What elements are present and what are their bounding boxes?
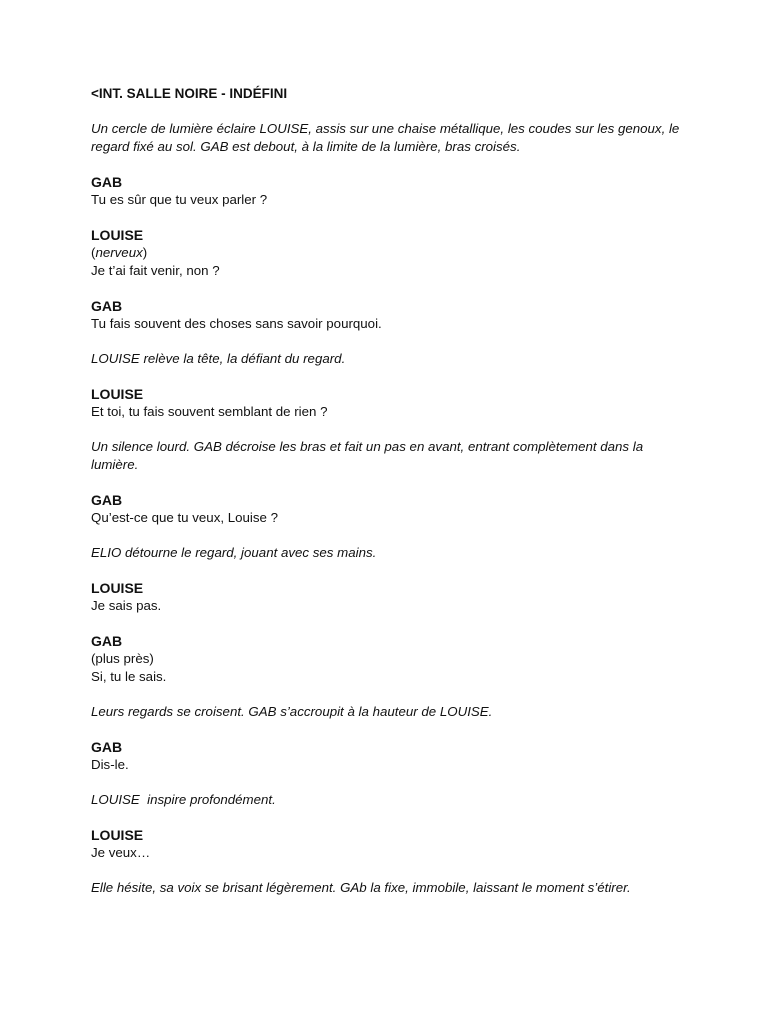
script-page xyxy=(91,85,691,914)
dialogue-line: Si, tu le sais. xyxy=(91,669,167,684)
character-name: LOUISE xyxy=(91,580,144,596)
dialogue-line: Et toi, tu fais souvent semblant de rien ? xyxy=(91,404,328,419)
character-name: LOUISE xyxy=(91,386,144,402)
character-name: LOUISE xyxy=(91,227,144,243)
character-name: GAB xyxy=(91,739,123,755)
dialogue-line: Je t’ai fait venir, non ? xyxy=(91,263,220,278)
character-name: GAB xyxy=(91,174,123,190)
character-name: GAB xyxy=(91,298,123,314)
action-line: Leurs regards se croisent. GAB s’accroupit à la hauteur de LOUISE. xyxy=(91,704,493,719)
dialogue-block xyxy=(91,579,691,615)
dialogue-block xyxy=(91,385,691,421)
action-line: LOUISE inspire profondément. xyxy=(91,792,276,807)
parenthetical: (plus près) xyxy=(91,651,154,666)
dialogue-block xyxy=(91,826,691,862)
dialogue-line: Je sais pas. xyxy=(91,598,162,613)
action-line: LOUISE relève la tête, la défiant du regard. xyxy=(91,351,346,366)
dialogue-block xyxy=(91,297,691,333)
dialogue-block xyxy=(91,632,691,686)
dialogue-block xyxy=(91,173,691,209)
dialogue-block xyxy=(91,491,691,527)
dialogue-line: Tu fais souvent des choses sans savoir pourquoi. xyxy=(91,316,382,331)
action-line: Un cercle de lumière éclaire LOUISE, assis sur une chaise métallique, les coudes sur les genoux, le regard fixé au sol. GAB est debout, à la limite de la lumière, bras croisés. xyxy=(91,121,680,154)
paren-open: ( xyxy=(91,245,96,260)
dialogue-line: Tu es sûr que tu veux parler ? xyxy=(91,192,268,207)
action-line: Elle hésite, sa voix se brisant légèrement. GAb la fixe, immobile, laissant le moment s’étirer. xyxy=(91,880,631,895)
paren-close: ) xyxy=(142,245,148,260)
parenthetical-text: nerveux xyxy=(95,245,143,260)
dialogue-block xyxy=(91,226,691,280)
action-line: ELIO détourne le regard, jouant avec ses mains. xyxy=(91,545,377,560)
dialogue-block xyxy=(91,738,691,774)
scene-heading: <INT. SALLE NOIRE - INDÉFINI xyxy=(91,86,288,101)
character-name: GAB xyxy=(91,492,123,508)
action-line: Un silence lourd. GAB décroise les bras et fait un pas en avant, entrant complètement dans la lumière. xyxy=(91,439,644,472)
dialogue-line: Je veux… xyxy=(91,845,151,860)
parenthetical xyxy=(91,244,691,262)
character-name: GAB xyxy=(91,633,123,649)
character-name: LOUISE xyxy=(91,827,144,843)
dialogue-line: Dis-le. xyxy=(91,757,129,772)
dialogue-line: Qu’est-ce que tu veux, Louise ? xyxy=(91,510,279,525)
